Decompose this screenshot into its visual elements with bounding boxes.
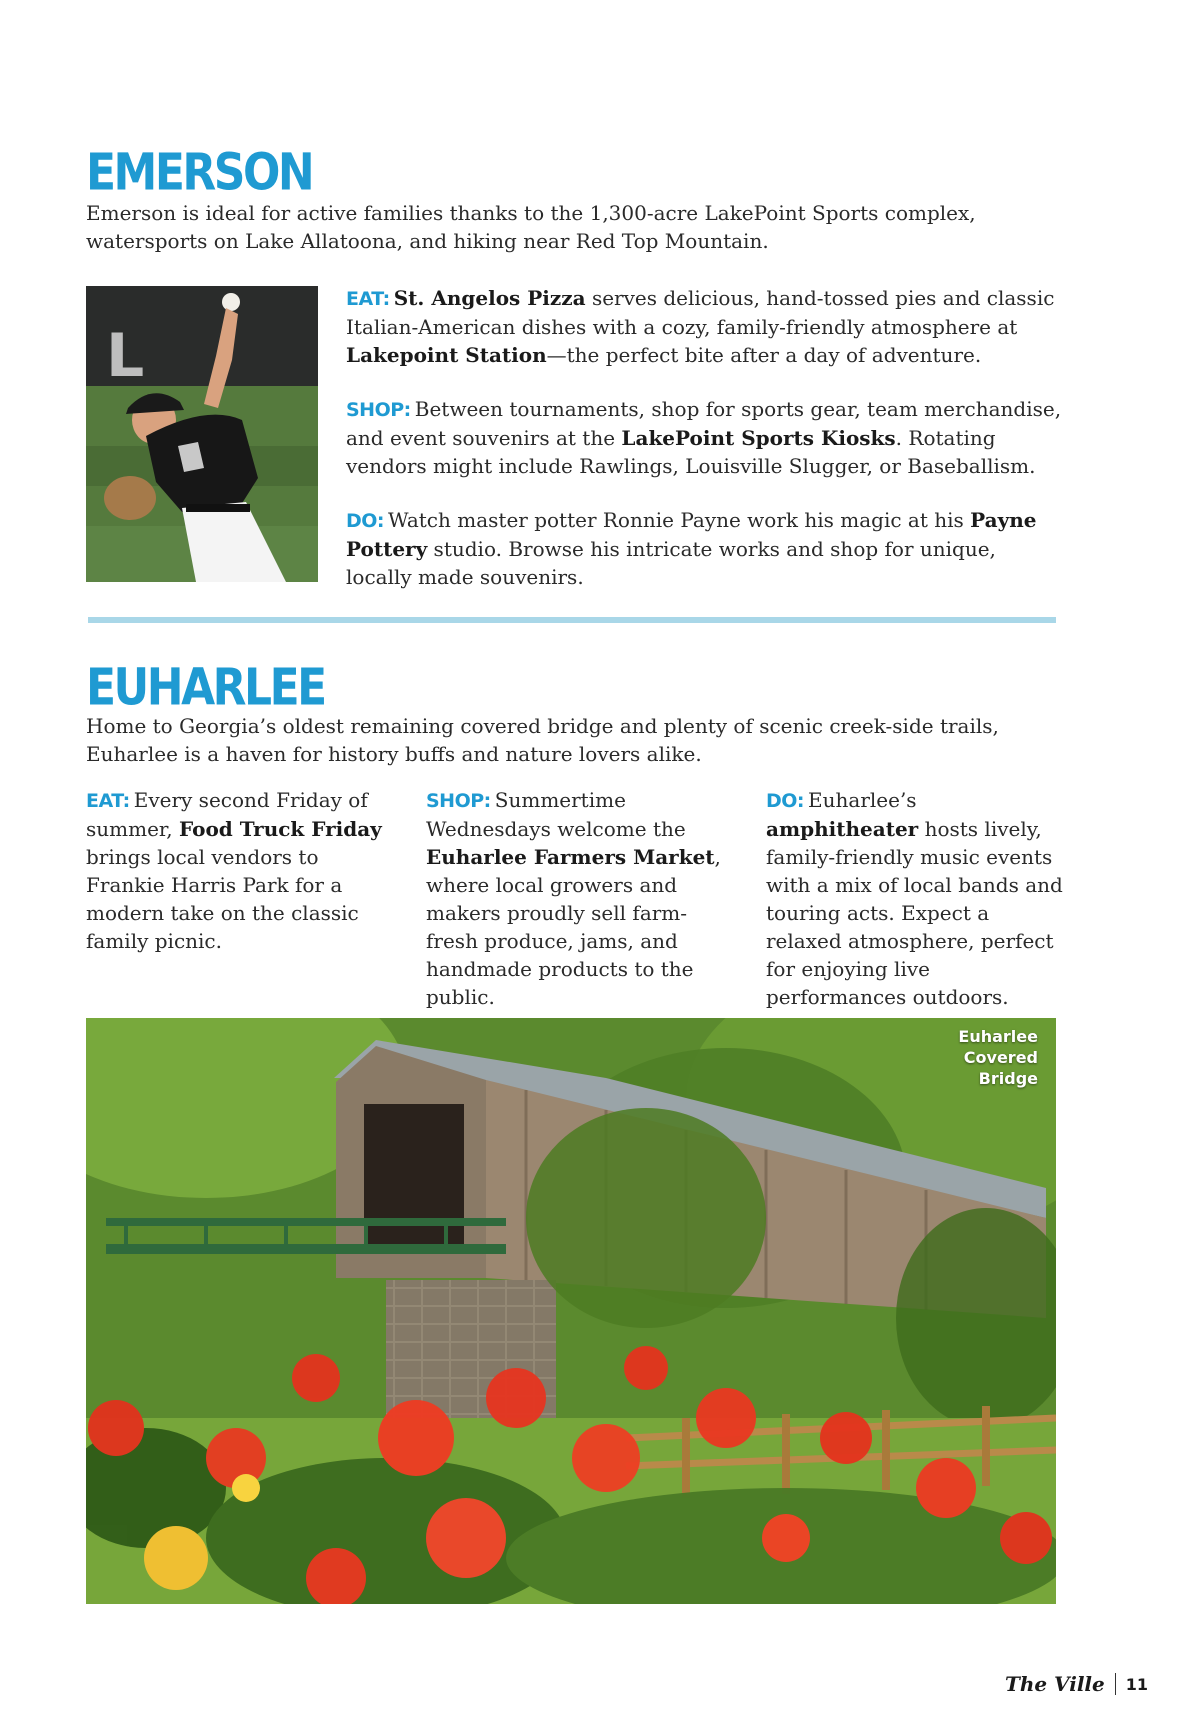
euharlee-do-column <box>766 786 1066 1011</box>
event-name: Food Truck Friday <box>179 817 382 841</box>
photo-caption: Euharlee Covered Bridge <box>958 1027 1038 1088</box>
svg-text:L: L <box>106 321 145 391</box>
euharlee-shop-column <box>426 786 726 1011</box>
euharlee-shop-text-end: , where local growers and makers proudly sell farm-fresh produce, jams, and handmade products to the public. <box>426 845 721 1009</box>
restaurant-name: St. Angelos Pizza <box>393 286 586 310</box>
studio-name: Payne Pottery <box>346 508 1037 561</box>
magazine-name: The Ville <box>1004 1672 1105 1696</box>
covered-bridge-photo <box>86 1018 1056 1604</box>
eat-label: EAT: <box>86 790 130 812</box>
do-label: DO: <box>346 510 385 532</box>
emerson-eat-text: serves delicious, hand-tossed pies and classic Italian-American dishes with a cozy, family-friendly atmosphere at <box>346 286 1055 339</box>
euharlee-eat-text-end: brings local vendors to Frankie Harris Park for a modern take on the classic family picnic. <box>86 845 359 953</box>
emerson-eat-text-end: —the perfect bite after a day of adventure. <box>546 343 982 367</box>
page-number: 11 <box>1125 1674 1148 1694</box>
euharlee-intro: Home to Georgia’s oldest remaining covered bridge and plenty of scenic creek-side trails, Euharlee is a haven for history buffs and nature lovers alike. <box>86 714 999 766</box>
market-name: Euharlee Farmers Market <box>426 845 715 869</box>
section-title-euharlee: EUHARLEE <box>86 658 325 718</box>
footer-separator <box>1115 1673 1116 1695</box>
euharlee-eat-text: Every second Friday of summer, <box>86 788 368 841</box>
euharlee-eat-column <box>86 786 388 955</box>
shop-label: SHOP: <box>426 790 491 812</box>
emerson-intro: Emerson is ideal for active families thanks to the 1,300-acre LakePoint Sports complex, watersports on Lake Allatoona, and hiking near Red Top Mountain. <box>86 201 976 253</box>
venue-name: amphitheater <box>766 817 919 841</box>
baseball-pitcher-photo <box>86 286 318 582</box>
section-divider <box>88 617 1056 623</box>
emerson-do-text-end: studio. Browse his intricate works and shop for unique, locally made souvenirs. <box>346 537 996 589</box>
euharlee-do-text-end: hosts lively, family-friendly music events with a mix of local bands and touring acts. Expect a relaxed atmosphere, perfect for enjoying live performances outdoors. <box>766 817 1063 1009</box>
do-label: DO: <box>766 790 805 812</box>
shop-label: SHOP: <box>346 399 411 421</box>
shop-name: LakePoint Sports Kiosks <box>621 426 896 450</box>
euharlee-shop-text: Summertime Wednesdays welcome the <box>426 788 686 841</box>
section-title-emerson: EMERSON <box>86 143 313 203</box>
eat-label: EAT: <box>346 288 390 310</box>
emerson-shop-text-end: . Rotating vendors might include Rawlings, Louisville Slugger, or Baseballism. <box>346 426 1036 478</box>
emerson-eat-block <box>346 284 1062 369</box>
emerson-do-block <box>346 506 1062 591</box>
venue-name: Lakepoint Station <box>346 343 547 367</box>
emerson-do-text: Watch master potter Ronnie Payne work his magic at his <box>388 508 971 532</box>
page-footer <box>1005 1672 1148 1696</box>
emerson-shop-block <box>346 395 1062 480</box>
emerson-shop-text: Between tournaments, shop for sports gear, team merchandise, and event souvenirs at the <box>346 397 1062 450</box>
euharlee-do-text: Euharlee’s <box>808 788 917 812</box>
